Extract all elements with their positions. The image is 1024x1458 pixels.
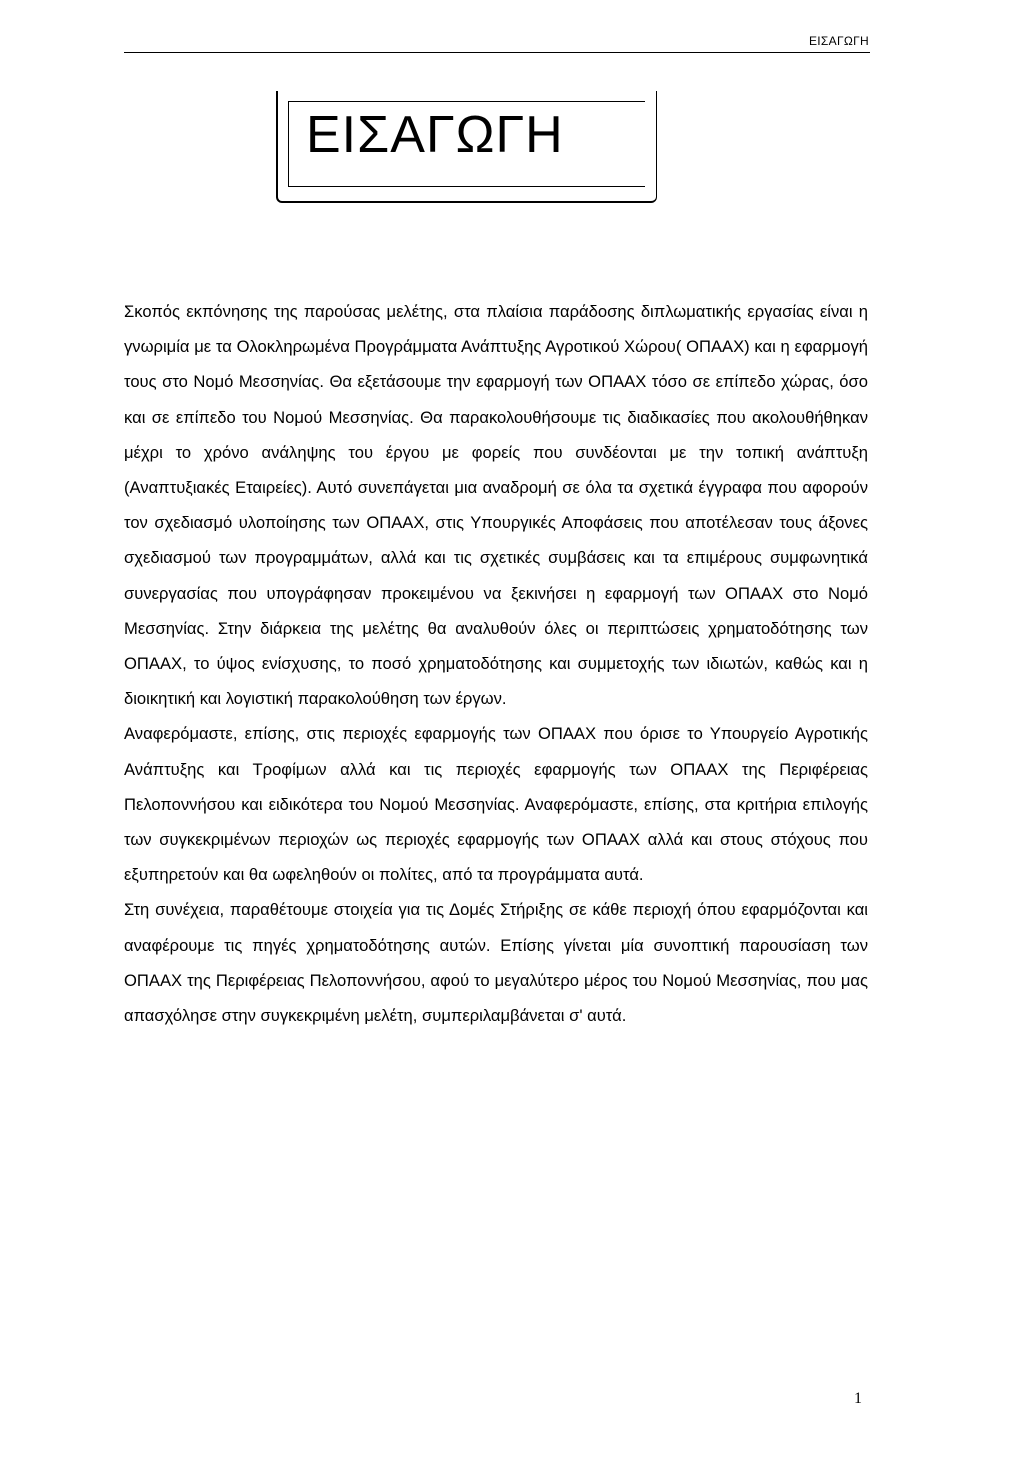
header-rule bbox=[124, 52, 870, 53]
paragraph-3: Στη συνέχεια, παραθέτουμε στοιχεία για τις Δομές Στήριξης σε κάθε περιοχή όπου εφαρμόζονται και αναφέρουμε τις πηγές χρηματοδότησης αυτών. Επίσης γίνεται μία συνοπτική παρουσίαση των ΟΠΑΑΧ της Περιφέρειας Πελοποννήσου, αφού το μεγαλύτερο μέρος του Νομού Μεσσηνίας, που μας απασχόλησε στην συγκεκριμένη μελέτη, συμπεριλαμβάνεται σ' αυτά. bbox=[124, 900, 868, 1026]
chapter-title: ΕΙΣΑΓΩΓΗ bbox=[306, 106, 564, 164]
paragraph-2: Αναφερόμαστε, επίσης, στις περιοχές εφαρμογής των ΟΠΑΑΧ που όρισε το Υπουργείο Αγροτικής Ανάπτυξης και Τροφίμων αλλά και τις περιοχές εφαρμογής των ΟΠΑΑΧ της Περιφέρειας Πελοποννήσου και ειδικότερα του Νομού Μεσσηνίας. Αναφερόμαστε, επίσης, στα κριτήρια επιλογής των συγκεκριμένων περιοχών ως περιοχές εφαρμογής των ΟΠΑΑΧ αλλά και στους στόχους που εξυπηρετούν και θα ωφεληθούν οι πολίτες, από τα προγράμματα αυτά. bbox=[124, 724, 868, 885]
chapter-title-frame bbox=[276, 91, 656, 203]
page-number: 1 bbox=[854, 1390, 862, 1407]
paragraph-1: Σκοπός εκπόνησης της παρούσας μελέτης, στα πλαίσια παράδοσης διπλωματικής εργασίας είναι η γνωριμία με τα Ολοκληρωμένα Προγράμματα Ανάπτυξης Αγροτικού Χώρου( ΟΠΑΑΧ) και η εφαρμογή τους στο Νομό Μεσσηνίας. Θα εξετάσουμε την εφαρμογή των ΟΠΑΑΧ τόσο σε επίπεδο χώρας, όσο και σε επίπεδο του Νομού Μεσσηνίας. Θα παρακολουθήσουμε τις διαδικασίες που ακολουθήθηκαν μέχρι το χρόνο ανάληψης του έργου με φορείς που συνδέονται με την τοπική ανάπτυξη (Αναπτυξιακές Εταιρείες). Αυτό συνεπάγεται μια αναδρομή σε όλα τα σχετικά έγγραφα που αφορούν τον σχεδιασμό υλοποίησης των ΟΠΑΑΧ, στις Υπουργικές Αποφάσεις που αποτέλεσαν τους άξονες σχεδιασμού των προγραμμάτων, αλλά και τις σχετικές συμβάσεις και τα επιμέρους συμφωνητικά συνεργασίας που υπογράφησαν προκειμένου να ξεκινήσει η εφαρμογή των ΟΠΑΑΧ στο Νομό Μεσσηνίας. Στην διάρκεια της μελέτης θα αναλυθούν όλες οι περιπτώσεις χρηματοδότησης των ΟΠΑΑΧ, το ύψος ενίσχυσης, το ποσό χρηματοδότησης και συμμετοχής των ιδιωτών, καθώς και η διοικητική και λογιστική παρακολούθηση των έργων. bbox=[124, 302, 868, 709]
body-text bbox=[124, 294, 868, 1033]
running-header: ΕΙΣΑΓΩΓΗ bbox=[808, 34, 869, 48]
